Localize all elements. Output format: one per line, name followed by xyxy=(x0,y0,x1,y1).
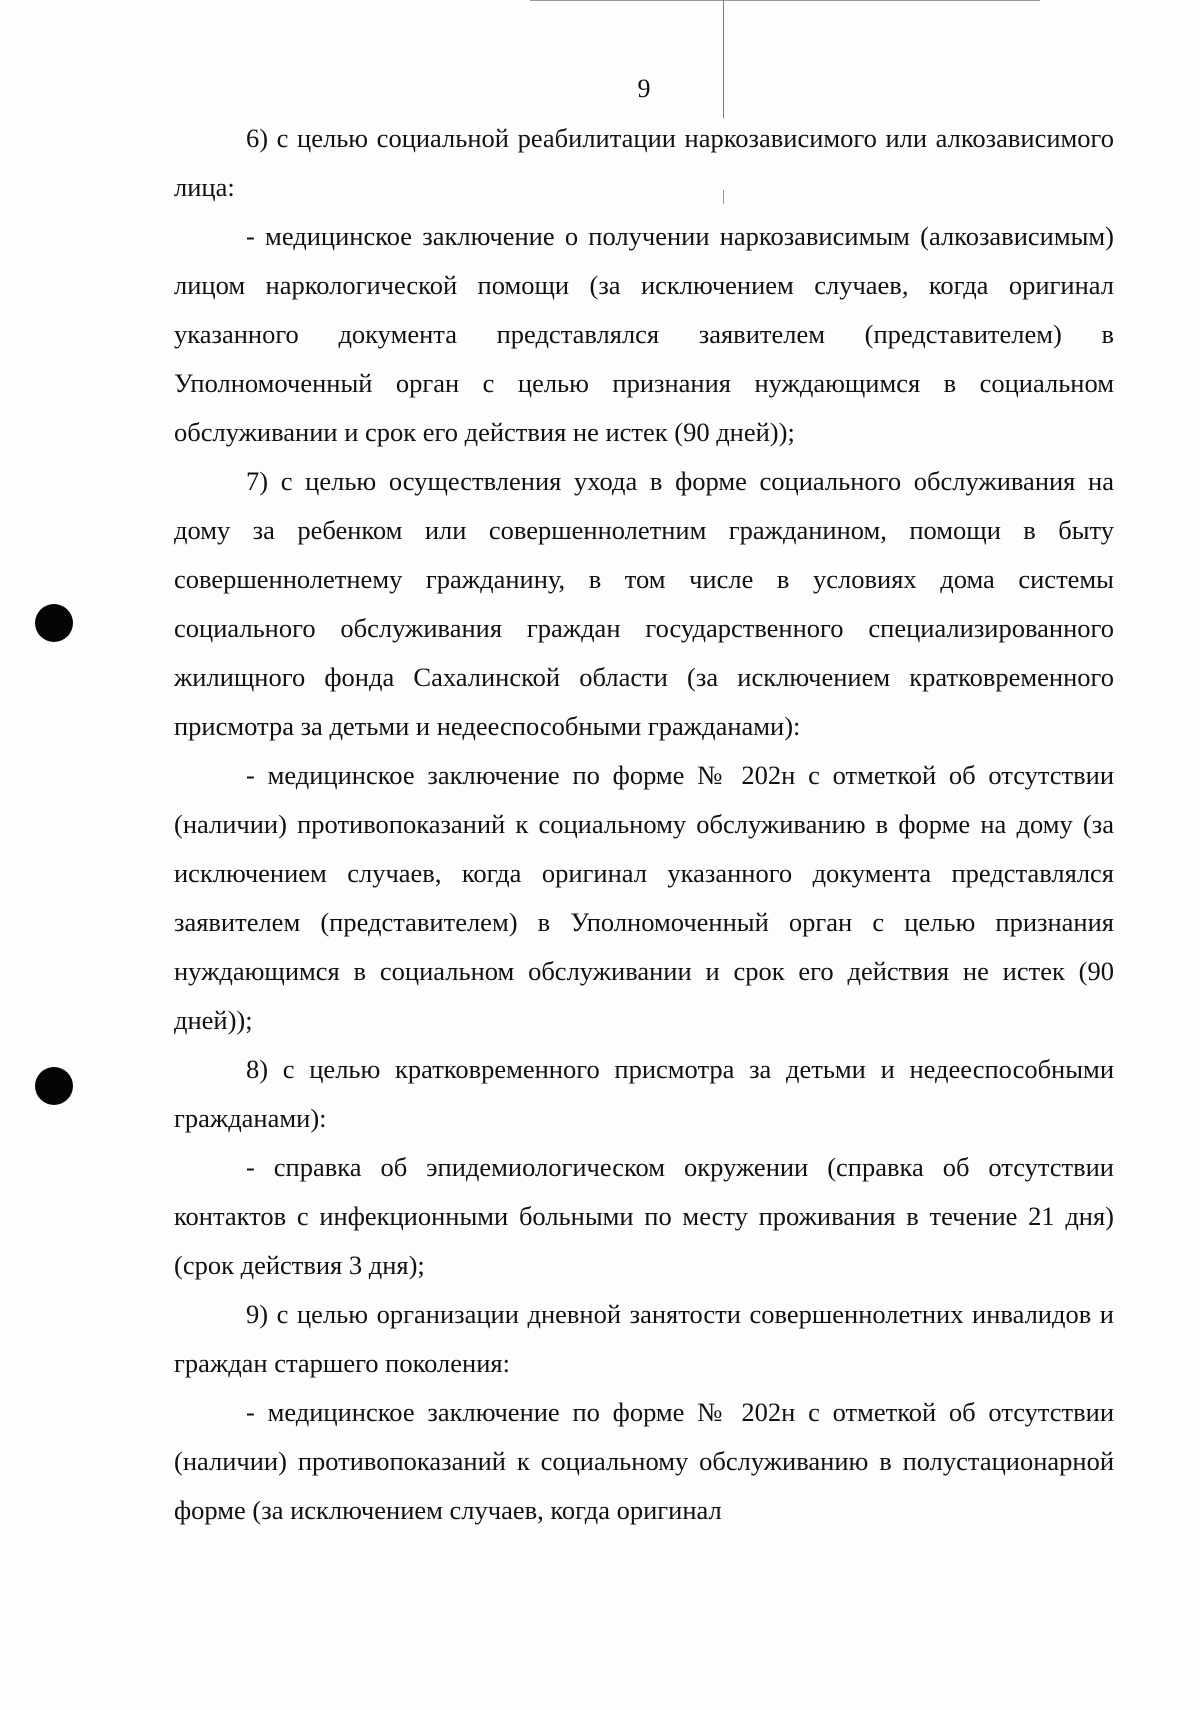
page-number: 9 xyxy=(637,74,651,103)
punch-hole xyxy=(35,604,73,642)
paragraph-item-7: 7) с целью осуществления ухода в форме социального обслуживания на дому за ребенком или совершеннолетним гражданином, помощи в быту совершеннолетнему гражданину, в том числе в условиях дома системы социального обслуживания граждан государственного специализированного жилищного фонда Сахалинской области (за исключением кратковременного присмотра за детьми и недееспособными гражданами): xyxy=(174,466,1114,741)
punch-hole xyxy=(35,1067,73,1105)
paragraph-epidemiological-certificate: - справка об эпидемиологическом окружении (справка об отсутствии контактов с инфекционными больными по месту проживания в течение 21 дня) (срок действия 3 дня); xyxy=(174,1152,1114,1280)
paragraph-medical-conclusion-narcology: - медицинское заключение о получении наркозависимым (алкозависимым) лицом наркологической помощи (за исключением случаев, когда оригинал указанного документа представлялся заявителем (представителем) в Уполномоченный орган с целью признания нуждающимся в социальном обслуживании и срок его действия не истек (90 дней)); xyxy=(174,221,1114,447)
paragraph-item-6: 6) с целью социальной реабилитации наркозависимого или алкозависимого лица: xyxy=(174,123,1114,202)
paragraph-medical-conclusion-202n-home: - медицинское заключение по форме № 202н с отметкой об отсутствии (наличии) противопоказаний к социальному обслуживанию в форме на дому (за исключением случаев, когда оригинал указанного документа представлялся заявителем (представителем) в Уполномоченный орган с целью признания нуждающимся в социальном обслуживании и срок его действия не истек (90 дней)); xyxy=(174,760,1114,1035)
paragraph-item-8: 8) с целью кратковременного присмотра за детьми и недееспособными гражданами): xyxy=(174,1054,1114,1133)
paragraph-medical-conclusion-202n-semistationary: - медицинское заключение по форме № 202н с отметкой об отсутствии (наличии) противопоказаний к социальному обслуживанию в полустационарной форме (за исключением случаев, когда оригинал xyxy=(174,1397,1114,1525)
document-body xyxy=(174,114,1114,1535)
top-edge-rule xyxy=(530,0,1040,1)
paragraph-item-9: 9) с целью организации дневной занятости совершеннолетних инвалидов и граждан старшего поколения: xyxy=(174,1299,1114,1378)
